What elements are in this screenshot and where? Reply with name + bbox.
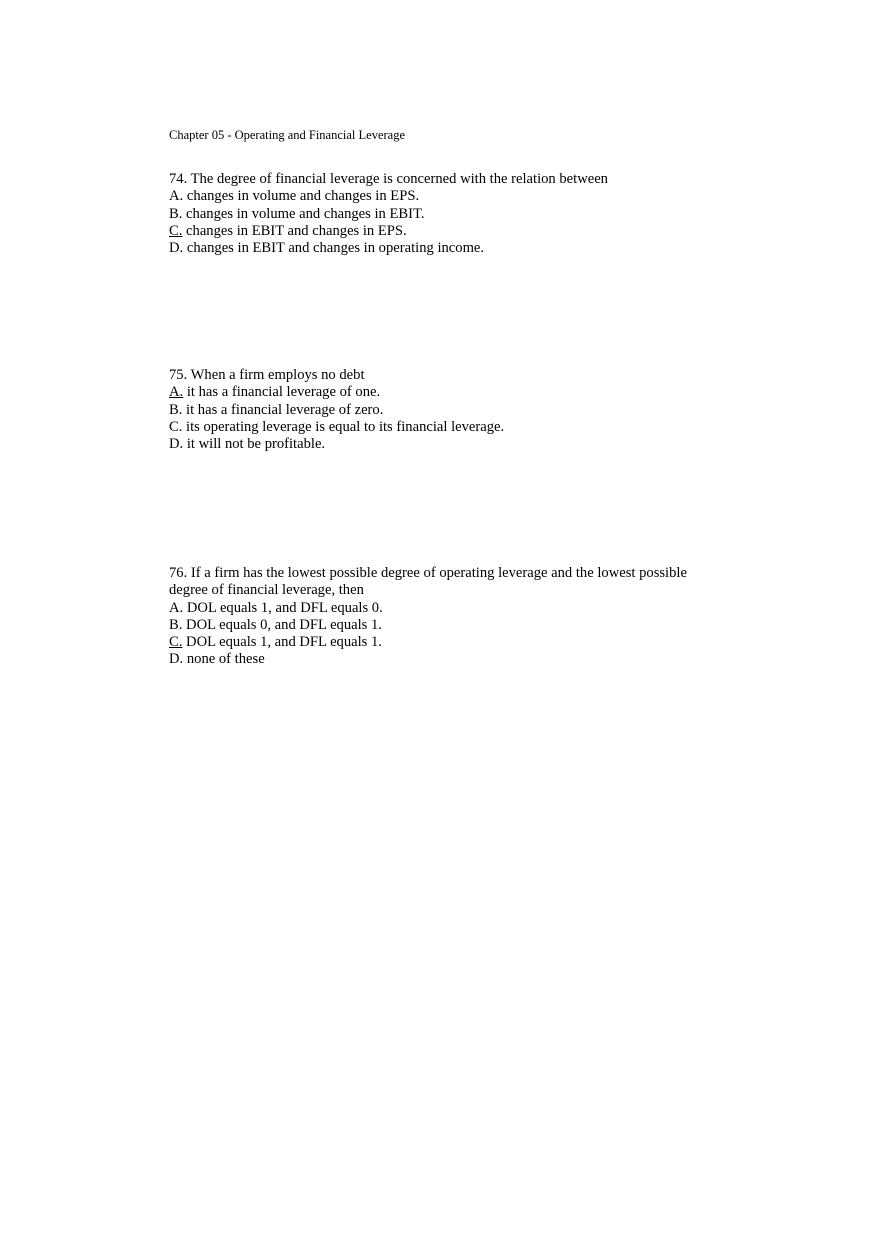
- option-letter: B.: [169, 401, 183, 418]
- question-75: [169, 367, 729, 453]
- question-number: 75.: [169, 367, 188, 383]
- option-text: it has a financial leverage of one.: [186, 384, 381, 401]
- question-text: [169, 367, 729, 384]
- option-text: changes in EBIT and changes in EPS.: [186, 222, 407, 239]
- question-text: [169, 565, 729, 582]
- option-text: changes in volume and changes in EPS.: [186, 188, 420, 205]
- option-b: [169, 402, 729, 419]
- question-number: 76.: [169, 565, 188, 581]
- option-text: DOL equals 1, and DFL equals 0.: [186, 599, 383, 616]
- option-letter-correct: A.: [169, 384, 184, 401]
- option-letter: B.: [169, 616, 183, 633]
- option-text: DOL equals 1, and DFL equals 1.: [186, 634, 382, 651]
- option-c: [169, 419, 729, 436]
- option-text: it has a financial leverage of zero.: [186, 401, 384, 418]
- option-letter: D.: [169, 436, 184, 453]
- option-text: its operating leverage is equal to its financial leverage.: [186, 418, 505, 435]
- question-74: [169, 171, 729, 257]
- question-text: [169, 171, 729, 188]
- option-d: [169, 436, 729, 453]
- option-letter: D.: [169, 651, 184, 668]
- question-76: [169, 565, 729, 669]
- option-text: changes in EBIT and changes in operating income.: [186, 240, 485, 257]
- question-prompt: When a firm employs no debt: [190, 367, 365, 383]
- option-d: [169, 240, 729, 257]
- option-b: [169, 206, 729, 223]
- option-letter: A.: [169, 599, 184, 616]
- option-letter-correct: C.: [169, 222, 183, 239]
- question-prompt-line-2: degree of financial leverage, then: [169, 582, 364, 599]
- option-text: it will not be profitable.: [186, 436, 326, 453]
- option-d: [169, 651, 729, 668]
- option-text: changes in volume and changes in EBIT.: [186, 205, 425, 222]
- option-letter: B.: [169, 205, 183, 222]
- option-b: [169, 617, 729, 634]
- option-letter: D.: [169, 240, 184, 257]
- option-c: [169, 223, 729, 240]
- question-prompt: The degree of financial leverage is concerned with the relation between: [190, 171, 608, 187]
- chapter-header: Chapter 05 - Operating and Financial Leverage: [169, 128, 406, 142]
- option-a: [169, 600, 729, 617]
- option-letter: C.: [169, 418, 183, 435]
- question-prompt-line-1: If a firm has the lowest possible degree of operating leverage and the lowest possible: [190, 565, 687, 581]
- option-letter: A.: [169, 188, 184, 205]
- option-a: [169, 384, 729, 401]
- option-text: none of these: [186, 651, 265, 668]
- question-number: 74.: [169, 171, 188, 187]
- option-text: DOL equals 0, and DFL equals 1.: [186, 616, 382, 633]
- option-a: [169, 188, 729, 205]
- option-c: [169, 634, 729, 651]
- option-letter-correct: C.: [169, 634, 183, 651]
